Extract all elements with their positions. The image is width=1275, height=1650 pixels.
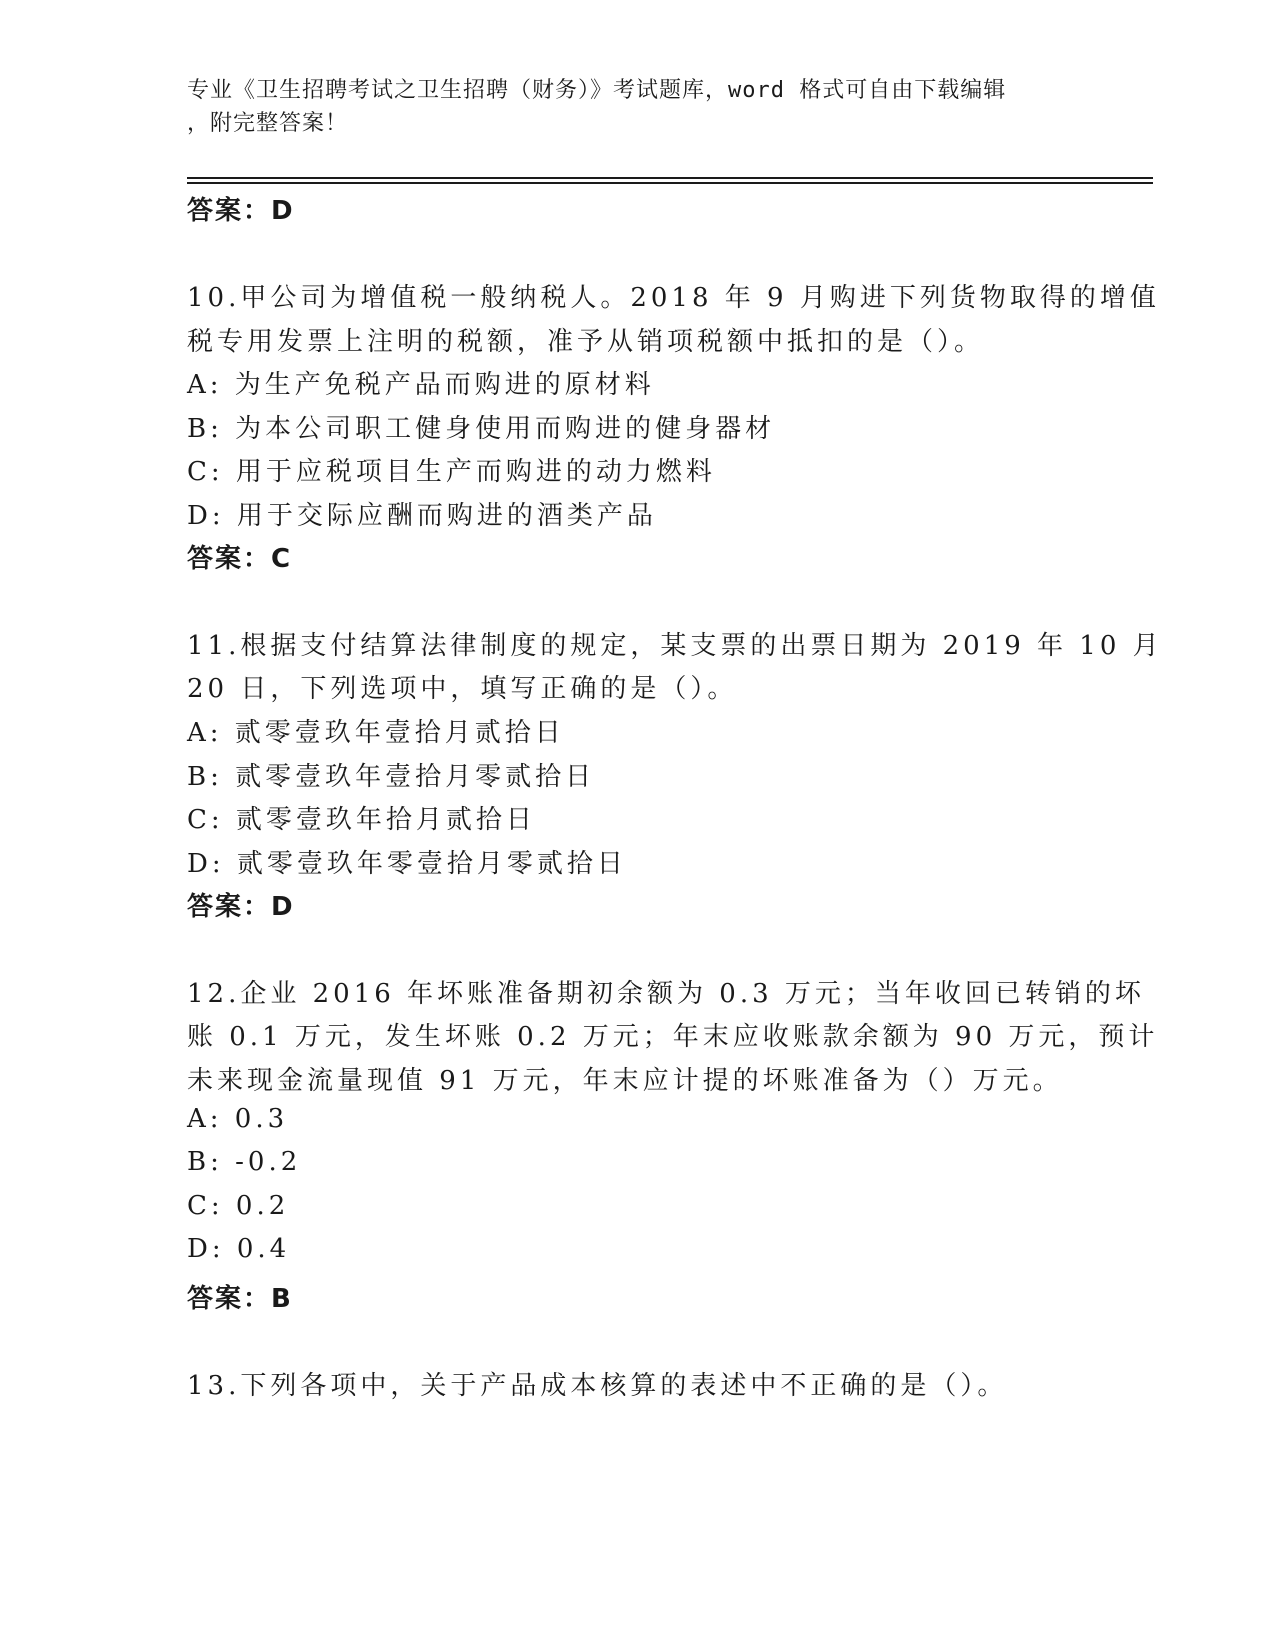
q11-stem-line-2: 20 日，下列选项中，填写正确的是（）。 xyxy=(187,674,738,704)
q12-option-a: A: 0.3 xyxy=(187,1104,289,1134)
q12-option-c: C: 0.2 xyxy=(187,1191,290,1221)
q10-option-a: A: 为生产免税产品而购进的原材料 xyxy=(187,370,655,400)
q12-option-b: B: -0.2 xyxy=(187,1147,302,1177)
q10-option-b: B: 为本公司职工健身使用而购进的健身器材 xyxy=(187,414,776,444)
answer-q11: 答案：D xyxy=(187,892,295,922)
q12-stem-line-3: 未来现金流量现值 91 万元，年末应计提的坏账准备为（）万元。 xyxy=(187,1066,1063,1096)
answer-q10: 答案：C xyxy=(187,544,293,574)
q10-option-c: C: 用于应税项目生产而购进的动力燃料 xyxy=(187,457,716,487)
header-line-1: 专业《卫生招聘考试之卫生招聘（财务）》考试题库，word 格式可自由下载编辑 xyxy=(187,78,1007,103)
q10-stem-line-2: 税专用发票上注明的税额，准予从销项税额中抵扣的是（）。 xyxy=(187,327,985,357)
q11-option-b: B: 贰零壹玖年壹拾月零贰拾日 xyxy=(187,762,596,792)
header-rule-bottom xyxy=(187,182,1153,184)
q12-option-d: D: 0.4 xyxy=(187,1234,291,1264)
answer-q9: 答案：D xyxy=(187,196,295,226)
q12-stem-line-2: 账 0.1 万元，发生坏账 0.2 万元；年末应收账款余额为 90 万元，预计 xyxy=(187,1022,1159,1052)
answer-q12: 答案：B xyxy=(187,1284,293,1314)
q10-option-d: D: 用于交际应酬而购进的酒类产品 xyxy=(187,501,657,531)
q10-stem-line-1: 10.甲公司为增值税一般纳税人。2018 年 9 月购进下列货物取得的增值 xyxy=(187,283,1160,313)
q11-option-a: A: 贰零壹玖年壹拾月贰拾日 xyxy=(187,718,565,748)
q12-stem-line-1: 12.企业 2016 年坏账准备期初余额为 0.3 万元；当年收回已转销的坏 xyxy=(187,979,1145,1009)
q11-option-d: D: 贰零壹玖年零壹拾月零贰拾日 xyxy=(187,849,627,879)
q11-option-c: C: 贰零壹玖年拾月贰拾日 xyxy=(187,805,536,835)
document-header xyxy=(187,74,1087,140)
header-line-2: ，附完整答案！ xyxy=(187,111,349,136)
header-rule-top xyxy=(187,177,1153,179)
q11-stem-line-1: 11.根据支付结算法律制度的规定，某支票的出票日期为 2019 年 10 月 xyxy=(187,631,1163,661)
q13-stem-line-1: 13.下列各项中，关于产品成本核算的表述中不正确的是（）。 xyxy=(187,1371,1008,1401)
